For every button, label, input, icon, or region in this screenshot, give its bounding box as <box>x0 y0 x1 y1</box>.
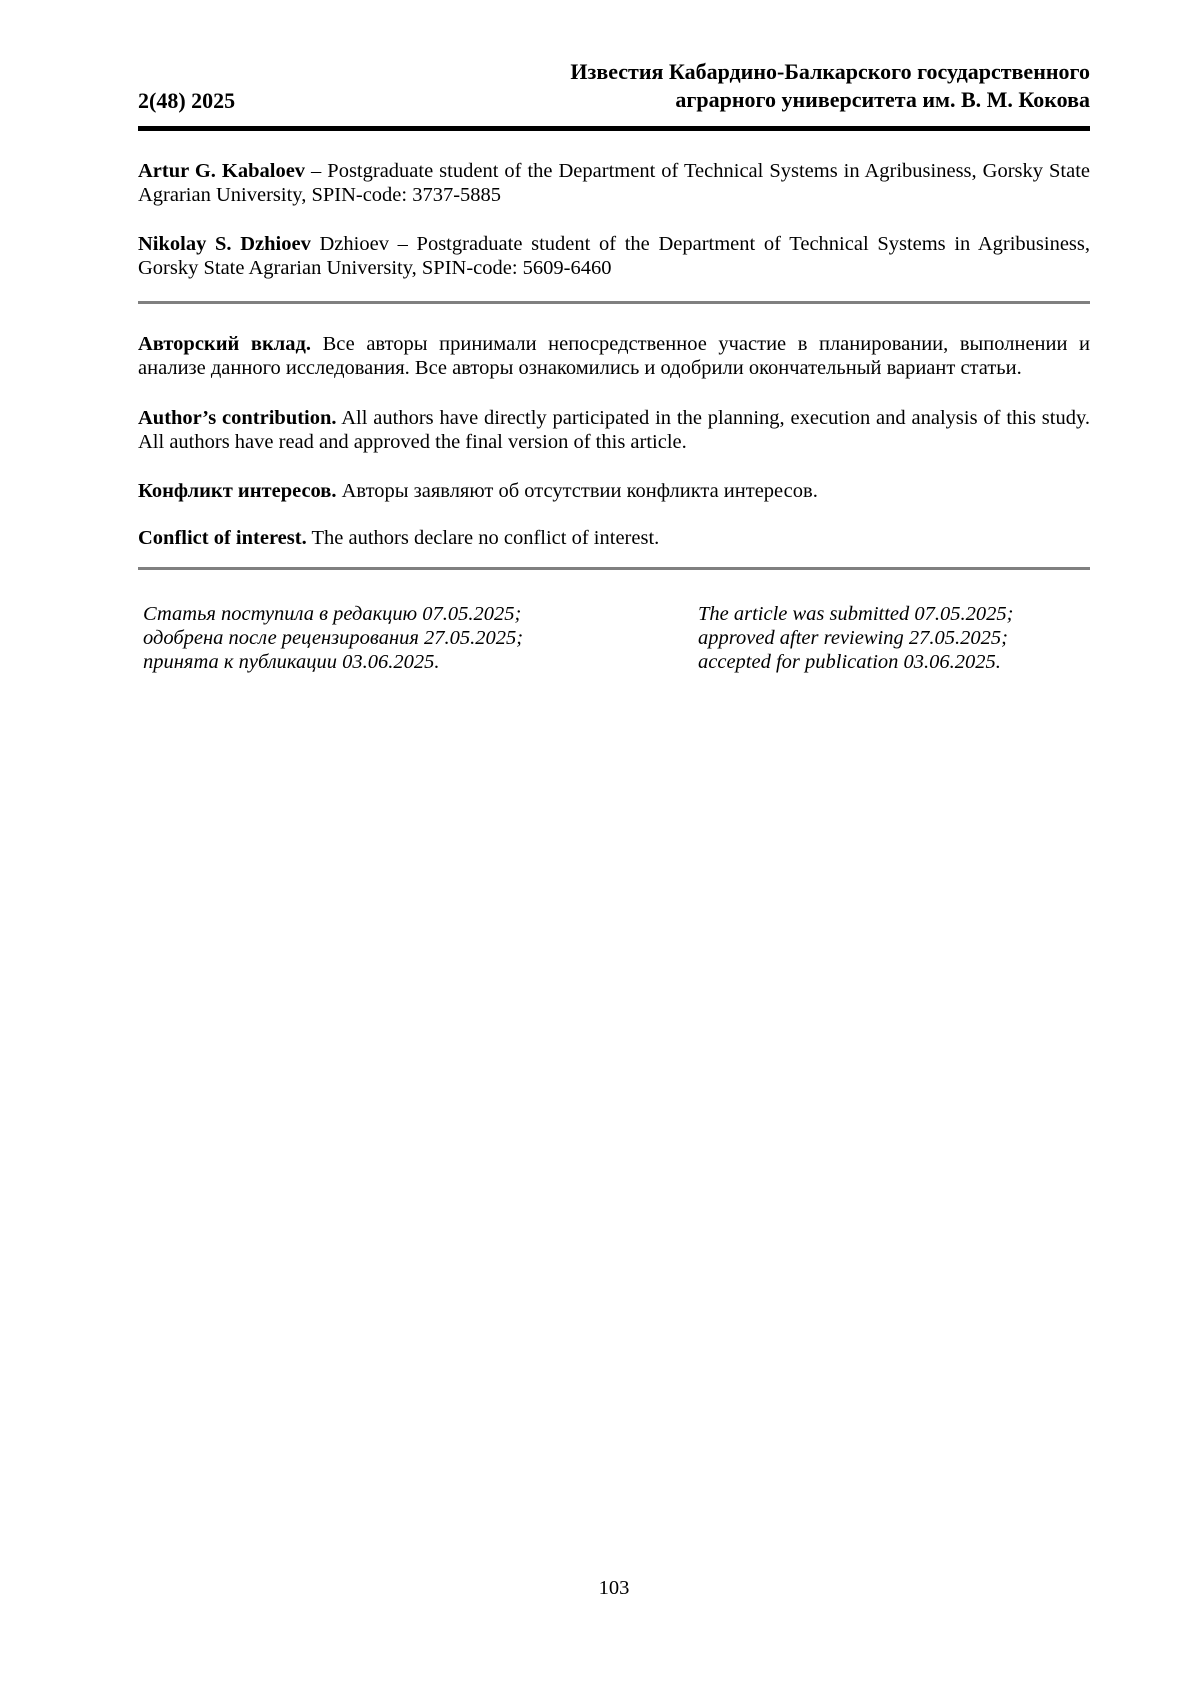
author-2-name: Nikolay S. Dzhioev <box>138 233 311 255</box>
author-contribution-ru-text: Все авторы принимали непосредственное участие в планировании, выполнении и анализе данного исследования. Все авторы ознакомились и одобрили окончательный вариант статьи. <box>138 333 1090 379</box>
author-1-description: – Postgraduate student of the Department of Technical Systems in Agribusiness, Gorsky State Agrarian University, SPIN-code: 3737-5885 <box>138 160 1090 206</box>
conflict-of-interest-ru-text: Авторы заявляют об отсутствии конфликта интересов. <box>336 480 818 502</box>
journal-title <box>570 58 1090 114</box>
date-line-en-submitted: The article was submitted 07.05.2025; <box>698 603 1014 625</box>
date-line-ru-submitted: Статья поступила в редакцию 07.05.2025; <box>143 603 522 625</box>
author-contribution-ru <box>138 332 1090 380</box>
header-rule <box>138 126 1090 131</box>
submission-dates <box>138 602 1090 674</box>
date-line-en-approved: approved after reviewing 27.05.2025; <box>698 627 1008 649</box>
submission-dates-ru <box>138 602 698 674</box>
issue-number: 2(48) 2025 <box>138 88 236 113</box>
conflict-of-interest-en <box>138 526 1090 550</box>
author-bio-2 <box>138 232 1090 280</box>
author-contribution-en-label: Author’s contribution. <box>138 407 337 429</box>
conflict-of-interest-en-label: Conflict of interest. <box>138 527 307 549</box>
author-contribution-ru-label: Авторский вклад. <box>138 333 312 355</box>
journal-title-line2: аграрного университета им. В. М. Кокова <box>675 87 1090 112</box>
journal-title-line1: Известия Кабардино-Балкарского государственного <box>570 59 1090 84</box>
author-contribution-en-text: All authors have directly participated in the planning, execution and analysis of this study. All authors have read and approved the final version of this article. <box>138 407 1091 453</box>
author-contribution-en <box>138 406 1090 454</box>
page-content <box>138 0 1090 674</box>
date-line-ru-accepted: принята к публикации 03.06.2025. <box>143 651 440 673</box>
submission-dates-en <box>698 602 1090 674</box>
conflict-of-interest-ru <box>138 479 1090 503</box>
author-2-description: Dzhioev – Postgraduate student of the Department of Technical Systems in Agribusiness, Gorsky State Agrarian University, SPIN-code: 5609-6460 <box>138 233 1090 279</box>
journal-header <box>138 0 1090 114</box>
conflict-of-interest-ru-label: Конфликт интересов. <box>138 480 337 502</box>
page-number: 103 <box>598 1577 630 1599</box>
date-line-ru-approved: одобрена после рецензирования 27.05.2025; <box>143 627 524 649</box>
conflict-of-interest-en-text: The authors declare no conflict of interest. <box>306 527 660 549</box>
date-line-en-accepted: accepted for publication 03.06.2025. <box>698 651 1001 673</box>
section-divider-rule-top <box>138 301 1090 304</box>
author-bio-1 <box>138 159 1090 207</box>
author-1-name: Artur G. Kabaloev <box>138 160 306 182</box>
section-divider-rule-bottom <box>138 567 1090 570</box>
